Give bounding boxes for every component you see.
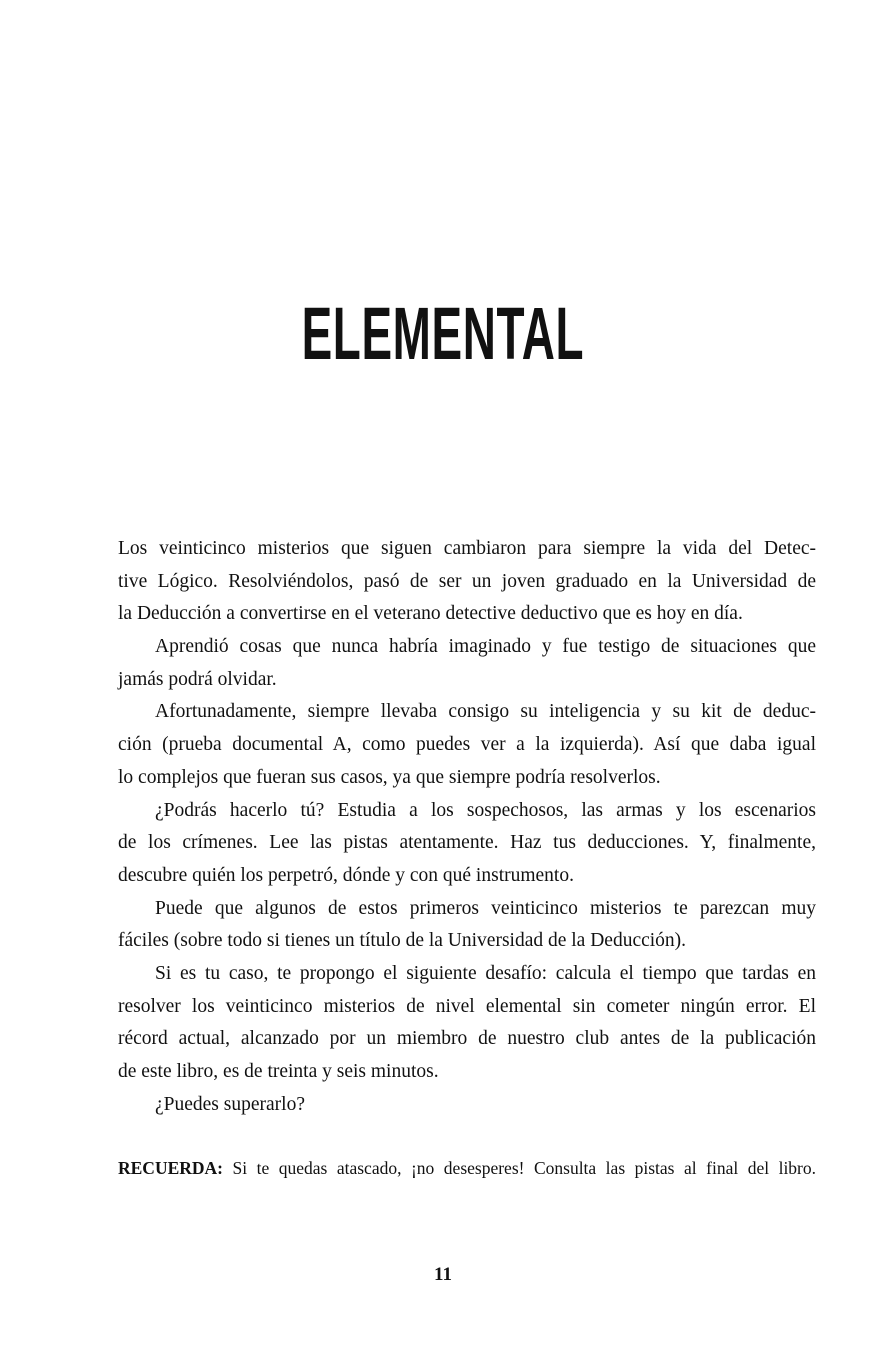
reminder-text: Si te quedas atascado, ¡no desesperes! Consulta las pistas al final del libro. bbox=[232, 1158, 817, 1178]
text-line: de los crímenes. Lee las pistas atentamente. Haz tus deducciones. Y, finalmente, bbox=[118, 832, 816, 854]
reminder-label: RECUERDA: bbox=[118, 1158, 223, 1178]
text-line: descubre quién los perpetró, dónde y con qué instrumento. bbox=[118, 864, 574, 886]
text-line: ¿Podrás hacerlo tú? Estudia a los sospechosos, las armas y los escenarios bbox=[155, 799, 816, 821]
page-number: 11 bbox=[434, 1264, 452, 1285]
text-line: jamás podrá olvidar. bbox=[118, 668, 277, 690]
text-line: Aprendió cosas que nunca habría imaginado y fue testigo de situaciones que bbox=[155, 636, 816, 658]
text-line: resolver los veinticinco misterios de nivel elemental sin cometer ningún error. El bbox=[118, 995, 816, 1017]
text-line: Puede que algunos de estos primeros veinticinco misterios te parezcan muy bbox=[155, 897, 816, 919]
text-line: ¿Puedes superarlo? bbox=[155, 1093, 305, 1115]
text-line: récord actual, alcanzado por un miembro de nuestro club antes de la publicación bbox=[118, 1028, 816, 1050]
body-text bbox=[118, 533, 816, 1121]
text-line: ción (prueba documental A, como puedes ver a la izquierda). Así que daba igual bbox=[118, 734, 816, 756]
chapter-title-text: ELEMENTAL bbox=[301, 292, 585, 375]
chapter-title bbox=[0, 286, 886, 382]
text-line: fáciles (sobre todo si tienes un título de la Universidad de la Deducción). bbox=[118, 930, 687, 952]
text-line: Si es tu caso, te propongo el siguiente desafío: calcula el tiempo que tardas en bbox=[155, 962, 816, 984]
reminder-note bbox=[118, 1152, 816, 1184]
text-line: Los veinticinco misterios que siguen cambiaron para siempre la vida del Detec- bbox=[118, 538, 816, 559]
text-line: Afortunadamente, siempre llevaba consigo su inteligencia y su kit de deduc- bbox=[155, 701, 816, 723]
text-line: tive Lógico. Resolviéndolos, pasó de ser un joven graduado en la Universidad de bbox=[118, 570, 816, 592]
text-line: de este libro, es de treinta y seis minutos. bbox=[118, 1061, 439, 1082]
text-line: la Deducción a convertirse en el veterano detective deductivo que es hoy en día. bbox=[118, 603, 743, 625]
text-line: lo complejos que fueran sus casos, ya que siempre podría resolverlos. bbox=[118, 766, 661, 788]
